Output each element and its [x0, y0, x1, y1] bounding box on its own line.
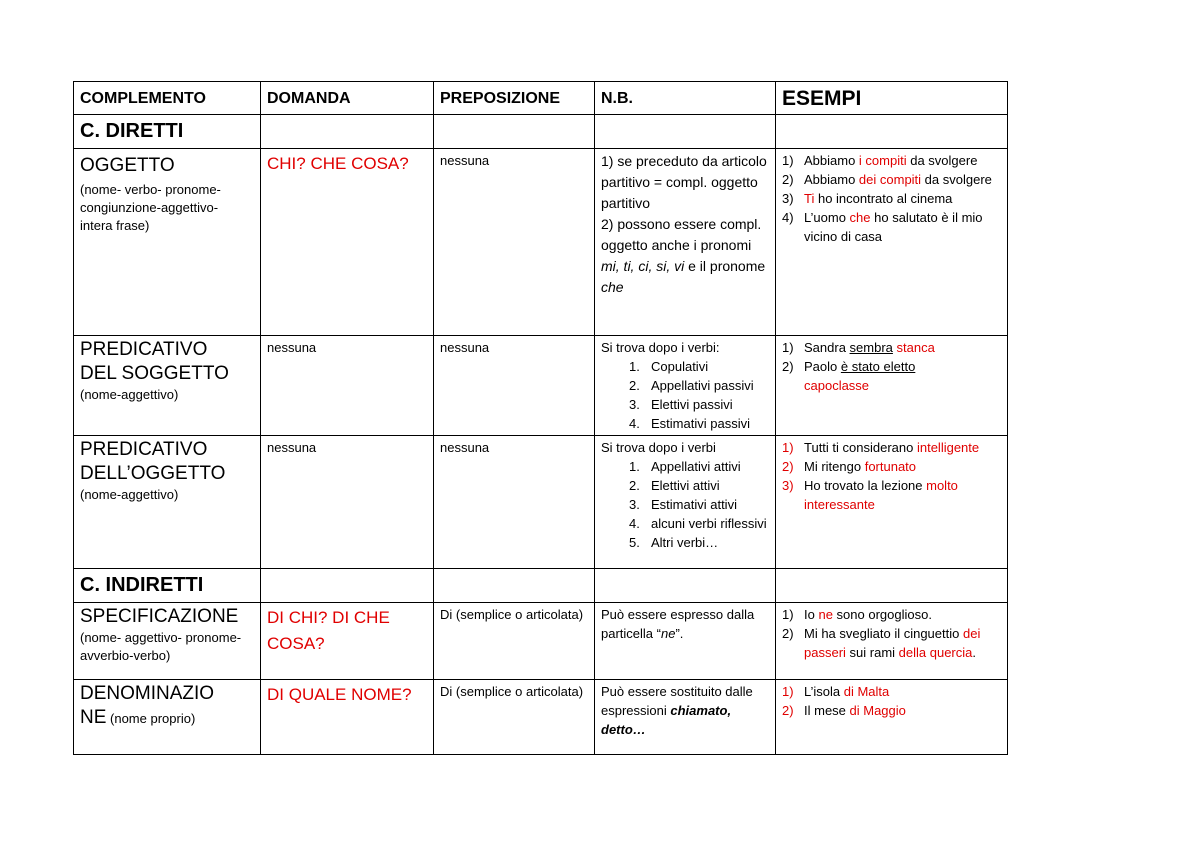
list-item: 2) Il mese di Maggio [782, 703, 906, 718]
header-nb: N.B. [595, 82, 776, 115]
list-item: 3) Ti ho incontrato al cinema [782, 191, 953, 206]
cell-domanda: nessuna [261, 336, 434, 436]
list-item: 2) Mi ha svegliato il cinguettio dei passeri sui rami della quercia. [782, 626, 981, 660]
complemento-name: PREDICATIVO [80, 439, 208, 460]
list-item: 1. Appellativi attivi [629, 459, 741, 474]
header-complemento: COMPLEMENTO [74, 82, 261, 115]
list-item: 4. Estimativi passivi [629, 416, 750, 431]
list-item: 1) Io ne sono orgoglioso. [782, 607, 932, 622]
complemento-sub: (nome-aggettivo) [80, 487, 179, 502]
list-item: 1) Tutti ti considerano intelligente [782, 440, 980, 455]
list-item: 2) Abbiamo dei compiti da svolgere [782, 172, 992, 187]
cell-domanda [261, 603, 434, 680]
cell-domanda: nessuna [261, 436, 434, 569]
section-row-indiretti [74, 569, 1008, 603]
nb-list [601, 357, 769, 433]
complemento-name-2: NE (nome proprio) [80, 707, 196, 728]
section-title-indiretti: C. INDIRETTI [74, 569, 261, 603]
header-preposizione: PREPOSIZIONE [434, 82, 595, 115]
list-item: 2. Appellativi passivi [629, 378, 754, 393]
cell-complemento [74, 336, 261, 436]
cell-esempi [776, 336, 1008, 436]
examples-list [782, 605, 1001, 662]
list-item: 4. alcuni verbi riflessivi [629, 516, 767, 531]
nb-note-2: 2) possono essere compl. oggetto anche i pronomi mi, ti, ci, si, vi e il pronome che [601, 216, 766, 295]
domanda-text: DI QUALE NOME? [267, 685, 412, 704]
nb-list [601, 457, 769, 552]
section-row-diretti [74, 115, 1008, 149]
examples-list [782, 151, 1001, 246]
complemento-name: PREDICATIVO [80, 339, 208, 360]
cell-preposizione: Di (semplice o articolata) [434, 603, 595, 680]
complemento-sub: (nome-aggettivo) [80, 387, 179, 402]
list-item: 5. Altri verbi… [629, 535, 719, 550]
table-row-denominazione [74, 680, 1008, 755]
list-item: 1) Sandra sembra stanca [782, 340, 935, 355]
complemento-sub: (nome proprio) [106, 711, 196, 726]
table-row-oggetto [74, 149, 1008, 336]
cell-preposizione: nessuna [434, 436, 595, 569]
cell-esempi [776, 149, 1008, 336]
complementi-table [73, 81, 1008, 755]
cell-domanda [261, 149, 434, 336]
examples-list [782, 338, 1001, 395]
table-row-predicativo-oggetto [74, 436, 1008, 569]
header-row [74, 82, 1008, 115]
list-item: 1) L’isola di Malta [782, 684, 890, 699]
list-item: 2) Paolo è stato eletto capoclasse [782, 359, 916, 393]
table-row-predicativo-soggetto [74, 336, 1008, 436]
list-item: 1) Abbiamo i compiti da svolgere [782, 153, 978, 168]
complemento-name: OGGETTO [80, 155, 175, 176]
cell-nb [595, 436, 776, 569]
cell-complemento [74, 436, 261, 569]
cell-domanda [261, 680, 434, 755]
cell-preposizione: nessuna [434, 149, 595, 336]
examples-list [782, 438, 1001, 514]
nb-intro: Si trova dopo i verbi [601, 440, 716, 455]
cell-nb [595, 149, 776, 336]
cell-complemento [74, 149, 261, 336]
list-item: 2. Elettivi attivi [629, 478, 720, 493]
list-item: 3. Elettivi passivi [629, 397, 733, 412]
cell-preposizione: Di (semplice o articolata) [434, 680, 595, 755]
list-item: 2) Mi ritengo fortunato [782, 459, 917, 474]
section-title-diretti: C. DIRETTI [74, 115, 261, 149]
complemento-name: SPECIFICAZIONE [80, 606, 239, 627]
complemento-name-2: DEL SOGGETTO [80, 363, 229, 384]
cell-preposizione: nessuna [434, 336, 595, 436]
list-item: 1. Copulativi [629, 359, 709, 374]
list-item: 3. Estimativi attivi [629, 497, 737, 512]
cell-nb [595, 336, 776, 436]
cell-nb: Può essere sostituito dalle espressioni chiamato, detto… [595, 680, 776, 755]
complemento-sub: (nome- verbo- pronome- congiunzione-aggettivo- intera frase) [80, 182, 221, 233]
cell-esempi [776, 680, 1008, 755]
list-item: 4) L’uomo che ho salutato è il mio vicino di casa [782, 210, 983, 244]
cell-complemento [74, 603, 261, 680]
cell-esempi [776, 436, 1008, 569]
nb-note-1: 1) se preceduto da articolo partitivo = compl. oggetto partitivo [601, 153, 767, 211]
table-row-specificazione [74, 603, 1008, 680]
cell-nb: Può essere espresso dalla particella “ne”. [595, 603, 776, 680]
complemento-name: DENOMINAZIO [80, 683, 215, 704]
nb-intro: Si trova dopo i verbi: [601, 340, 720, 355]
header-esempi: ESEMPI [776, 82, 1008, 115]
cell-complemento [74, 680, 261, 755]
cell-esempi [776, 603, 1008, 680]
complemento-sub: (nome- aggettivo- pronome-avverbio-verbo) [80, 630, 242, 663]
examples-list [782, 682, 1001, 720]
domanda-text: CHI? CHE COSA? [267, 154, 409, 173]
complemento-name-2: DELL’OGGETTO [80, 463, 226, 484]
header-domanda: DOMANDA [261, 82, 434, 115]
domanda-text: DI CHI? DI CHE COSA? [267, 608, 390, 653]
list-item: 3) Ho trovato la lezione molto interessante [782, 478, 958, 512]
